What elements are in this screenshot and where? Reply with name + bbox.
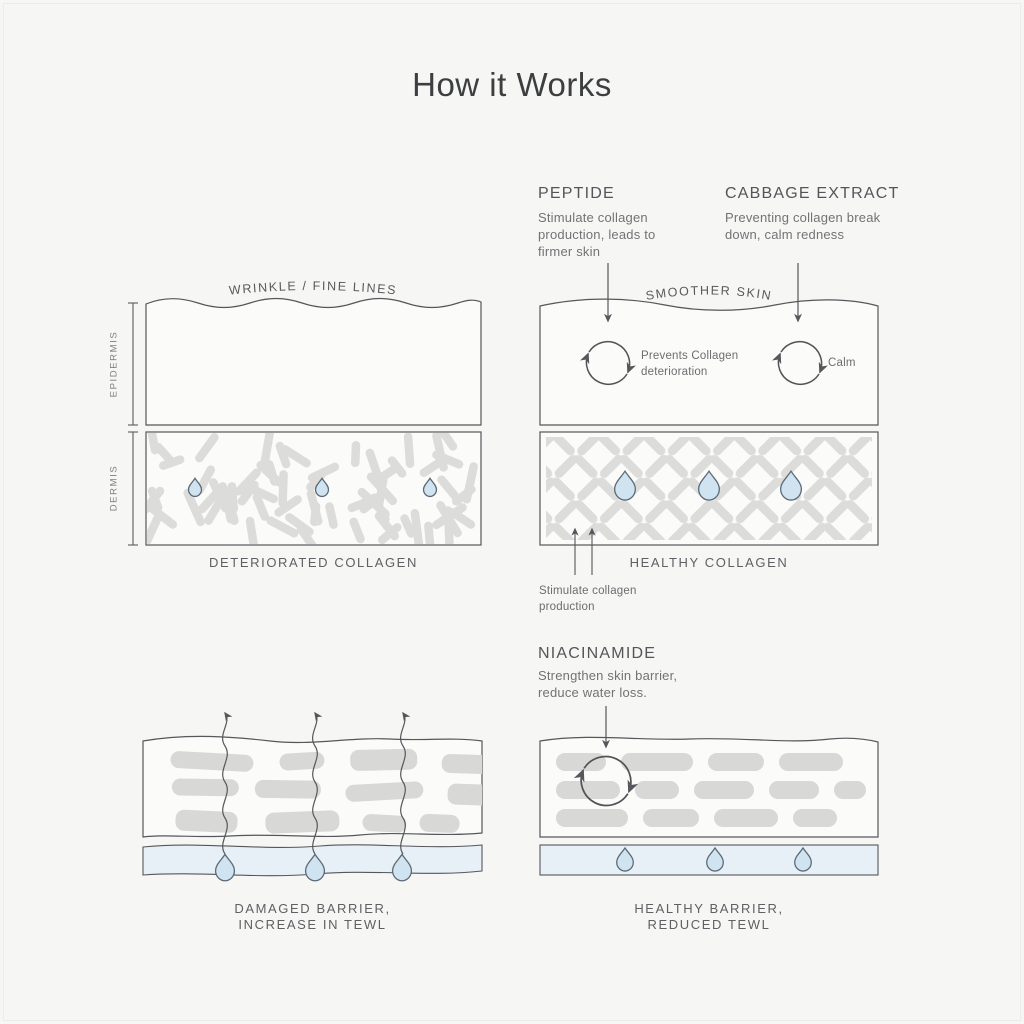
collagen-fiber <box>152 491 158 507</box>
collagen-fiber <box>314 507 316 522</box>
deteriorated-collagen-caption: DETERIORATED COLLAGEN <box>209 555 418 570</box>
skin-brick <box>714 809 778 827</box>
niacinamide-description: Strengthen skin barrier, reduce water loss. <box>538 668 678 700</box>
damaged-barrier-caption: DAMAGED BARRIER, INCREASE IN TEWL <box>234 901 391 932</box>
peptide-heading: PEPTIDE <box>538 185 615 202</box>
skin-brick <box>350 749 417 771</box>
dermis-bracket <box>128 432 138 545</box>
epidermis-label: EPIDERMIS <box>108 330 120 398</box>
skin-brick <box>694 781 754 799</box>
skin-brick <box>419 814 460 834</box>
skin-brick <box>779 753 843 771</box>
skin-brick <box>362 814 407 833</box>
skin-brick <box>556 809 628 827</box>
cabbage-extract-description: Preventing collagen break down, calm redness <box>725 210 881 242</box>
calm-note: Calm <box>828 357 856 369</box>
collagen-fiber <box>379 480 383 505</box>
damaged-skin-panel <box>128 279 481 552</box>
peptide-description: Stimulate collagen production, leads to firmer skin <box>538 210 656 259</box>
collagen-fiber <box>283 474 284 503</box>
healthy-collagen-caption: HEALTHY COLLAGEN <box>629 555 789 570</box>
collagen-fiber <box>152 431 156 450</box>
collagen-fiber <box>355 445 356 463</box>
skin-brick <box>447 783 505 806</box>
collagen-fiber <box>405 518 412 533</box>
stimulate-collagen-note: Stimulate collagen production <box>539 585 637 613</box>
collagen-fiber <box>163 460 180 466</box>
collagen-fiber <box>329 507 333 525</box>
collagen-fiber <box>250 521 255 552</box>
smoother-skin-label: SMOOTHER SKIN <box>644 283 774 304</box>
page-title: How it Works <box>412 66 612 103</box>
damaged-barrier-panel <box>143 713 528 876</box>
skin-brick <box>279 751 325 771</box>
collagen-fiber <box>265 434 270 462</box>
niacinamide-heading: NIACINAMIDE <box>538 645 657 662</box>
collagen-fiber <box>408 437 410 464</box>
healthy-barrier-panel <box>540 706 878 875</box>
skin-brick <box>441 754 528 776</box>
skin-brick <box>556 753 606 771</box>
healthy-barrier-caption: HEALTHY BARRIER, REDUCED TEWL <box>634 901 784 932</box>
wrinkle-fine-lines-label: WRINKLE / FINE LINES <box>228 278 398 298</box>
skin-brick <box>769 781 819 799</box>
skin-brick <box>834 781 866 799</box>
skin-brick <box>175 809 238 833</box>
skin-brick <box>172 778 239 796</box>
skin-brick <box>643 809 699 827</box>
skin-brick <box>255 780 321 799</box>
collagen-fiber <box>415 513 419 546</box>
skin-brick <box>621 753 693 771</box>
healthy-skin-panel <box>540 263 878 575</box>
cabbage-extract-heading: CABBAGE EXTRACT <box>725 185 900 202</box>
skin-brick <box>265 810 340 834</box>
skin-brick <box>793 809 837 827</box>
epidermis-bracket <box>128 303 138 425</box>
skin-brick <box>708 753 764 771</box>
dermis-label: DERMIS <box>108 464 120 512</box>
skin-brick <box>635 781 679 799</box>
epidermis-box-damaged <box>146 299 481 426</box>
prevents-collagen-note: Prevents Collagen deterioration <box>641 350 739 378</box>
